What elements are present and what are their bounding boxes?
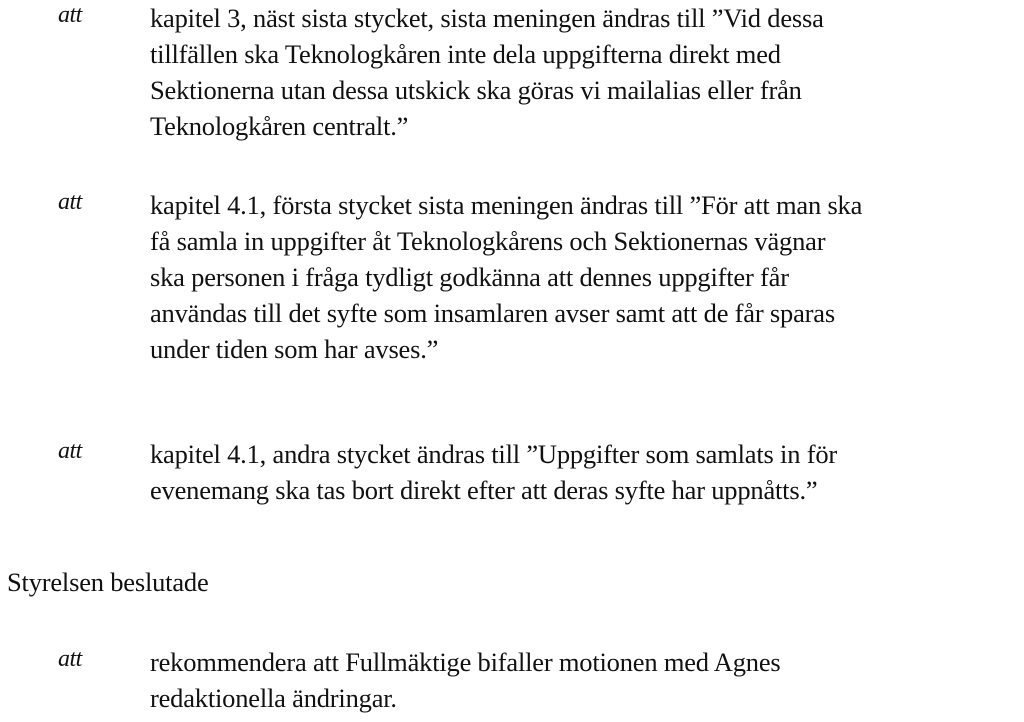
text-line: Teknologkåren centralt.” — [150, 111, 409, 141]
text-line: redaktionella ändringar. — [150, 683, 397, 713]
text-line: tillfällen ska Teknologkåren inte dela uppgifterna direkt med — [150, 39, 781, 69]
text-line: få samla in uppgifter åt Teknologkårens och Sektionernas vägnar — [150, 226, 826, 256]
text-line: under tiden som har avses.” — [150, 334, 439, 364]
decision-heading: Styrelsen beslutade — [7, 567, 209, 597]
text-line: evenemang ska tas bort direkt efter att deras syfte har uppnåtts.” — [150, 475, 818, 505]
text-line: Sektionerna utan dessa utskick ska göras vi mailalias eller från — [150, 75, 802, 105]
att-marker: att — [58, 438, 82, 464]
att-marker: att — [58, 2, 82, 28]
att-marker: att — [58, 189, 82, 215]
clause-text — [150, 436, 1000, 508]
att-marker: att — [58, 646, 82, 672]
text-line: ska personen i fråga tydligt godkänna att dennes uppgifter får — [150, 262, 789, 292]
text-line: användas till det syfte som insamlaren avser samt att de får sparas — [150, 298, 835, 328]
clause-text — [150, 187, 1000, 367]
clause-text — [150, 0, 1000, 144]
text-line: kapitel 4.1, andra stycket ändras till ”Uppgifter som samlats in för — [150, 439, 837, 469]
text-line: kapitel 3, näst sista stycket, sista meningen ändras till ”Vid dessa — [150, 3, 824, 33]
clause-text — [150, 644, 1000, 716]
text-line: kapitel 4.1, första stycket sista meningen ändras till ”För att man ska — [150, 190, 863, 220]
text-line: rekommendera att Fullmäktige bifaller motionen med Agnes — [150, 647, 781, 677]
